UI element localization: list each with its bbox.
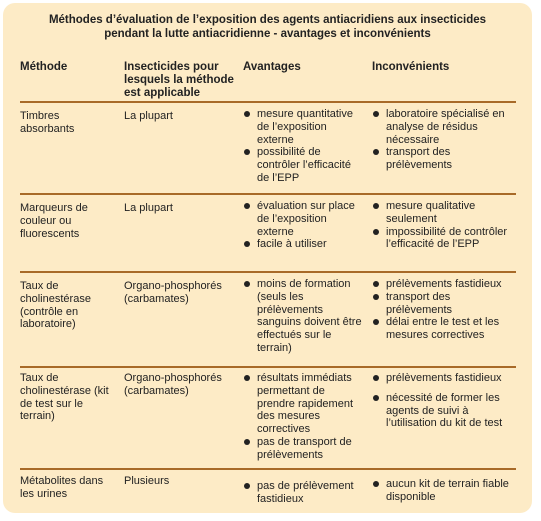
title-line-2: pendant la lutte antiacridienne - avantages et inconvénients xyxy=(104,28,431,40)
header-disadvantages: Inconvénients xyxy=(372,61,450,73)
row-1-method: Marqueurs de couleur ou fluorescents xyxy=(20,202,88,240)
row-4-insecticides: Plusieurs xyxy=(124,475,170,487)
advantage-item: pas de prélèvement fastidieux xyxy=(243,480,365,506)
advantage-item: mesure quantitative de l’exposition externe xyxy=(243,108,365,146)
row-3-method: Taux de cholinestérase (kit de test sur le terrain) xyxy=(20,372,109,423)
row-2-disadvantages xyxy=(372,278,517,342)
disadvantage-item: transport des prélèvements xyxy=(372,291,517,317)
disadvantage-item: transport des prélèvements xyxy=(372,146,517,172)
row-divider xyxy=(20,468,516,470)
advantage-item: pas de transport de prélèvements xyxy=(243,436,365,462)
disadvantage-item: aucun kit de terrain fiable disponible xyxy=(372,478,517,504)
header-advantages: Avantages xyxy=(243,61,301,73)
row-1-advantages xyxy=(243,200,365,251)
row-3-disadvantages xyxy=(372,372,517,430)
disadvantage-item: nécessité de former les agents de suivi à l’utilisation du kit de test xyxy=(372,392,517,430)
row-0-disadvantages xyxy=(372,108,517,172)
advantage-item: résultats immédiats permettant de prendre rapidement des mesures correctives xyxy=(243,372,365,436)
disadvantage-item: laboratoire spécialisé en analyse de résidus nécessaire xyxy=(372,108,517,146)
table-panel xyxy=(3,3,532,513)
row-divider xyxy=(20,101,516,103)
row-4-disadvantages xyxy=(372,478,517,504)
disadvantage-item: prélèvements fastidieux xyxy=(372,372,517,385)
row-1-insecticides: La plupart xyxy=(124,202,173,214)
advantage-item: moins de formation (seuls les prélèvements sanguins doivent être effectués sur le terrain) xyxy=(243,278,365,355)
disadvantage-item: délai entre le test et les mesures correctives xyxy=(372,316,517,342)
row-4-method: Métabolites dans les urines xyxy=(20,475,104,500)
title-line-1: Méthodes d’évaluation de l’exposition des agents antiacridiens aux insecticides xyxy=(48,14,487,26)
disadvantage-item: mesure qualitative seulement xyxy=(372,200,517,226)
row-2-advantages xyxy=(243,278,365,355)
row-2-insecticides: Organo-phosphorés (carbamates) xyxy=(124,280,222,305)
row-3-advantages xyxy=(243,372,365,462)
row-2-method: Taux de cholinestérase (contrôle en laboratoire) xyxy=(20,280,91,331)
disadvantage-item: prélèvements fastidieux xyxy=(372,278,517,291)
advantage-item: facile à utiliser xyxy=(243,238,365,251)
row-4-advantages xyxy=(243,480,365,506)
row-divider xyxy=(20,366,516,368)
table-title xyxy=(3,13,532,41)
disadvantage-item: impossibilité de contrôler l’efficacité de l’EPP xyxy=(372,226,517,252)
row-0-advantages xyxy=(243,108,365,185)
row-divider xyxy=(20,271,516,273)
row-3-insecticides: Organo-phosphorés (carbamates) xyxy=(124,372,222,397)
row-0-insecticides: La plupart xyxy=(124,110,173,122)
header-insecticides: Insecticides pour lesquels la méthode est applicable xyxy=(124,61,234,99)
row-1-disadvantages xyxy=(372,200,517,251)
row-divider xyxy=(20,193,516,195)
advantage-item: possibilité de contrôler l’efficacité de l’EPP xyxy=(243,146,365,184)
row-0-method: Timbres absorbants xyxy=(20,110,75,135)
advantage-item: évaluation sur place de l’exposition externe xyxy=(243,200,365,238)
header-method: Méthode xyxy=(20,61,68,73)
